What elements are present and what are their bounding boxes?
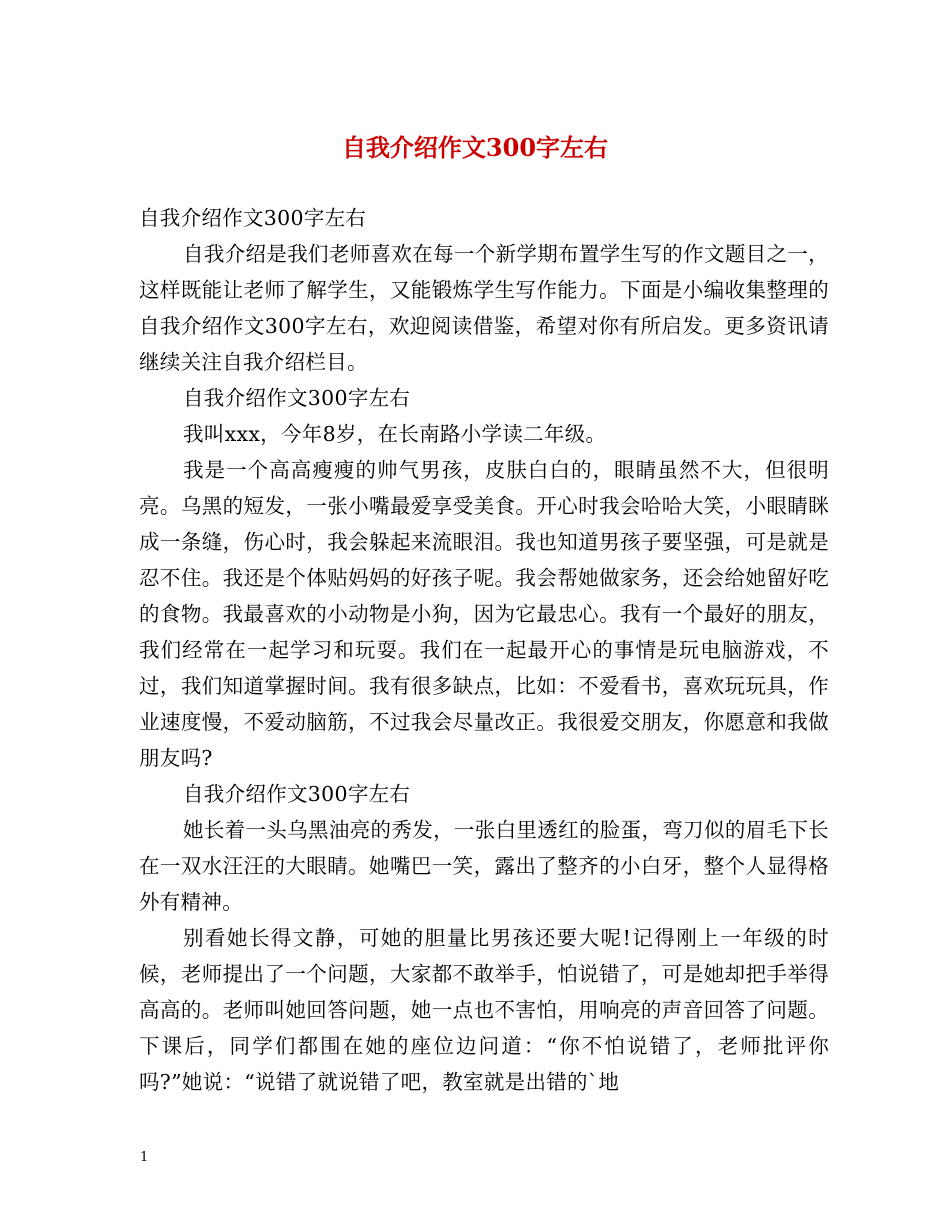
body-paragraph: 自我介绍作文300字左右: [183, 386, 411, 410]
body-paragraph: 自我介绍作文300字左右: [139, 206, 367, 230]
body-paragraph: 自我介绍是我们老师喜欢在每一个新学期布置学生写的作文题目之一，这样既能让老师了解学生，又能锻炼学生写作能力。下面是小编收集整理的自我介绍作文300字左右，欢迎阅读借鉴，希望对你有所启发。更多资讯请继续关注自我介绍栏目。: [139, 242, 829, 374]
body-paragraph: 别看她长得文静，可她的胆量比男孩还要大呢!记得刚上一年级的时候，老师提出了一个问题，大家都不敢举手，怕说错了，可是她却把手举得高高的。老师叫她回答问题，她一点也不害怕，用响亮的声音回答了问题。下课后，同学们都围在她的座位边问道：“你不怕说错了，老师批评你吗?”她说：“说错了就说错了吧，教室就是出错的`地: [139, 926, 829, 1094]
body-paragraph: 我叫xxx，今年8岁，在长南路小学读二年级。: [183, 422, 607, 446]
page-number: 1: [140, 1150, 149, 1165]
body-paragraph: 她长着一头乌黑油亮的秀发，一张白里透红的脸蛋，弯刀似的眉毛下长在一双水汪汪的大眼睛。她嘴巴一笑，露出了整齐的小白牙，整个人显得格外有精神。: [139, 818, 829, 914]
document-title: 自我介绍作文300字左右: [341, 133, 609, 162]
body-paragraph: 我是一个高高瘦瘦的帅气男孩，皮肤白白的，眼睛虽然不大，但很明亮。乌黑的短发，一张小嘴最爱享受美食。开心时我会哈哈大笑，小眼睛眯成一条缝，伤心时，我会躲起来流眼泪。我也知道男孩子要坚强，可是就是忍不住。我还是个体贴妈妈的好孩子呢。我会帮她做家务，还会给她留好吃的食物。我最喜欢的小动物是小狗，因为它最忠心。我有一个最好的朋友，我们经常在一起学习和玩耍。我们在一起最开心的事情是玩电脑游戏，不过，我们知道掌握时间。我有很多缺点，比如：不爱看书，喜欢玩玩具，作业速度慢，不爱动脑筋，不过我会尽量改正。我很爱交朋友，你愿意和我做朋友吗?: [139, 458, 829, 770]
document-body: [139, 200, 829, 1100]
body-paragraph: 自我介绍作文300字左右: [183, 782, 411, 806]
